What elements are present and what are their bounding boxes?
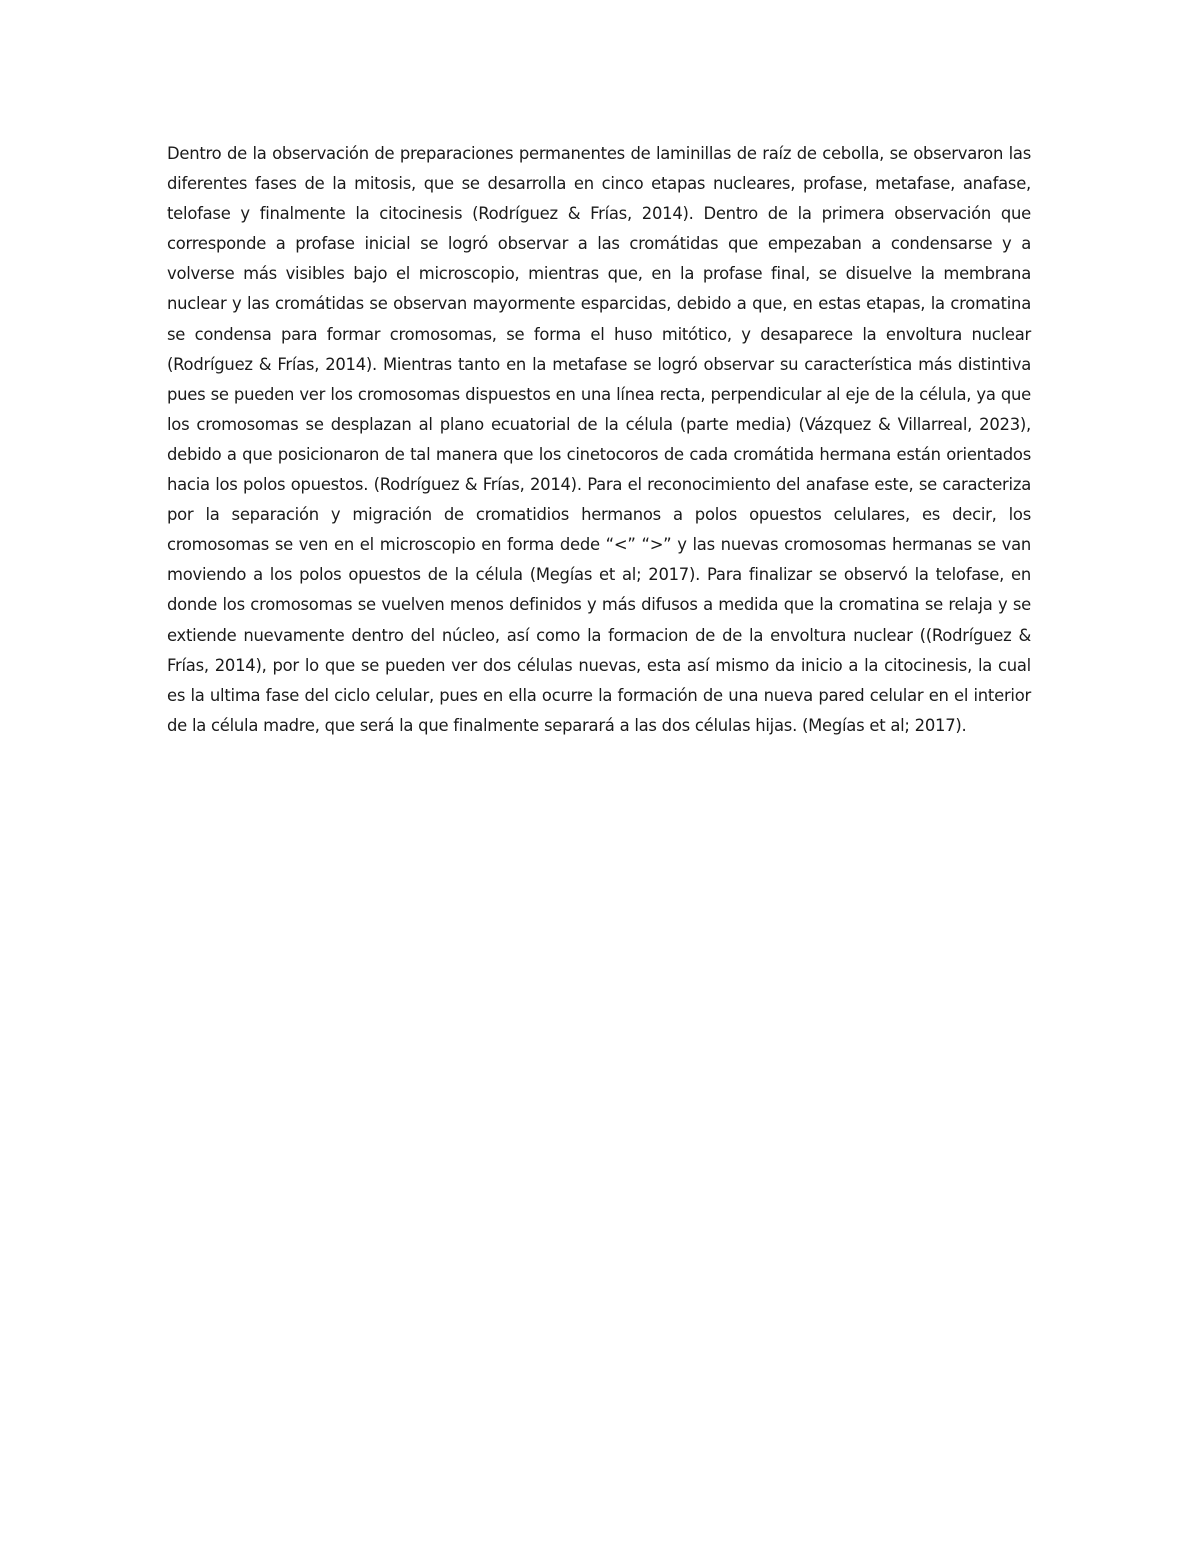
body-paragraph: Dentro de la observación de preparaciones permanentes de laminillas de raíz de cebolla, se observaron las diferentes fases de la mitosis, que se desarrolla en cinco etapas nucleares, profase, metafase, anafase, telofase y finalmente la citocinesis (Rodríguez & Frías, 2014). Dentro de la primera observación que corresponde a profase inicial se logró observar a las cromátidas que empezaban a condensarse y a volverse más visibles bajo el microscopio, mientras que, en la profase final, se disuelve la membrana nuclear y las cromátidas se observan mayormente esparcidas, debido a que, en estas etapas, la cromatina se condensa para formar cromosomas, se forma el huso mitótico, y desaparece la envoltura nuclear (Rodríguez & Frías, 2014). Mientras tanto en la metafase se logró observar su característica más distintiva pues se pueden ver los cromosomas dispuestos en una línea recta, perpendicular al eje de la célula, ya que los cromosomas se desplazan al plano ecuatorial de la célula (parte media) (Vázquez & Villarreal, 2023), debido a que posicionaron de tal manera que los cinetocoros de cada cromátida hermana están orientados hacia los polos opuestos. (Rodríguez & Frías, 2014). Para el reconocimiento del anafase este, se caracteriza por la separación y migración de cromatidios hermanos a polos opuestos celulares, es decir, los cromosomas se ven en el microscopio en forma dede “<” “>” y las nuevas cromosomas hermanas se van moviendo a los polos opuestos de la célula (Megías et al; 2017). Para finalizar se observó la telofase, en donde los cromosomas se vuelven menos definidos y más difusos a medida que la cromatina se relaja y se extiende nuevamente dentro del núcleo, así como la formacion de de la envoltura nuclear ((Rodríguez & Frías, 2014), por lo que se pueden ver dos células nuevas, esta así mismo da inicio a la citocinesis, la cual es la ultima fase del ciclo celular, pues en ella ocurre la formación de una nueva pared celular en el interior de la célula madre, que será la que finalmente separará a las dos células hijas. (Megías et al; 2017). bbox=[167, 144, 1031, 735]
